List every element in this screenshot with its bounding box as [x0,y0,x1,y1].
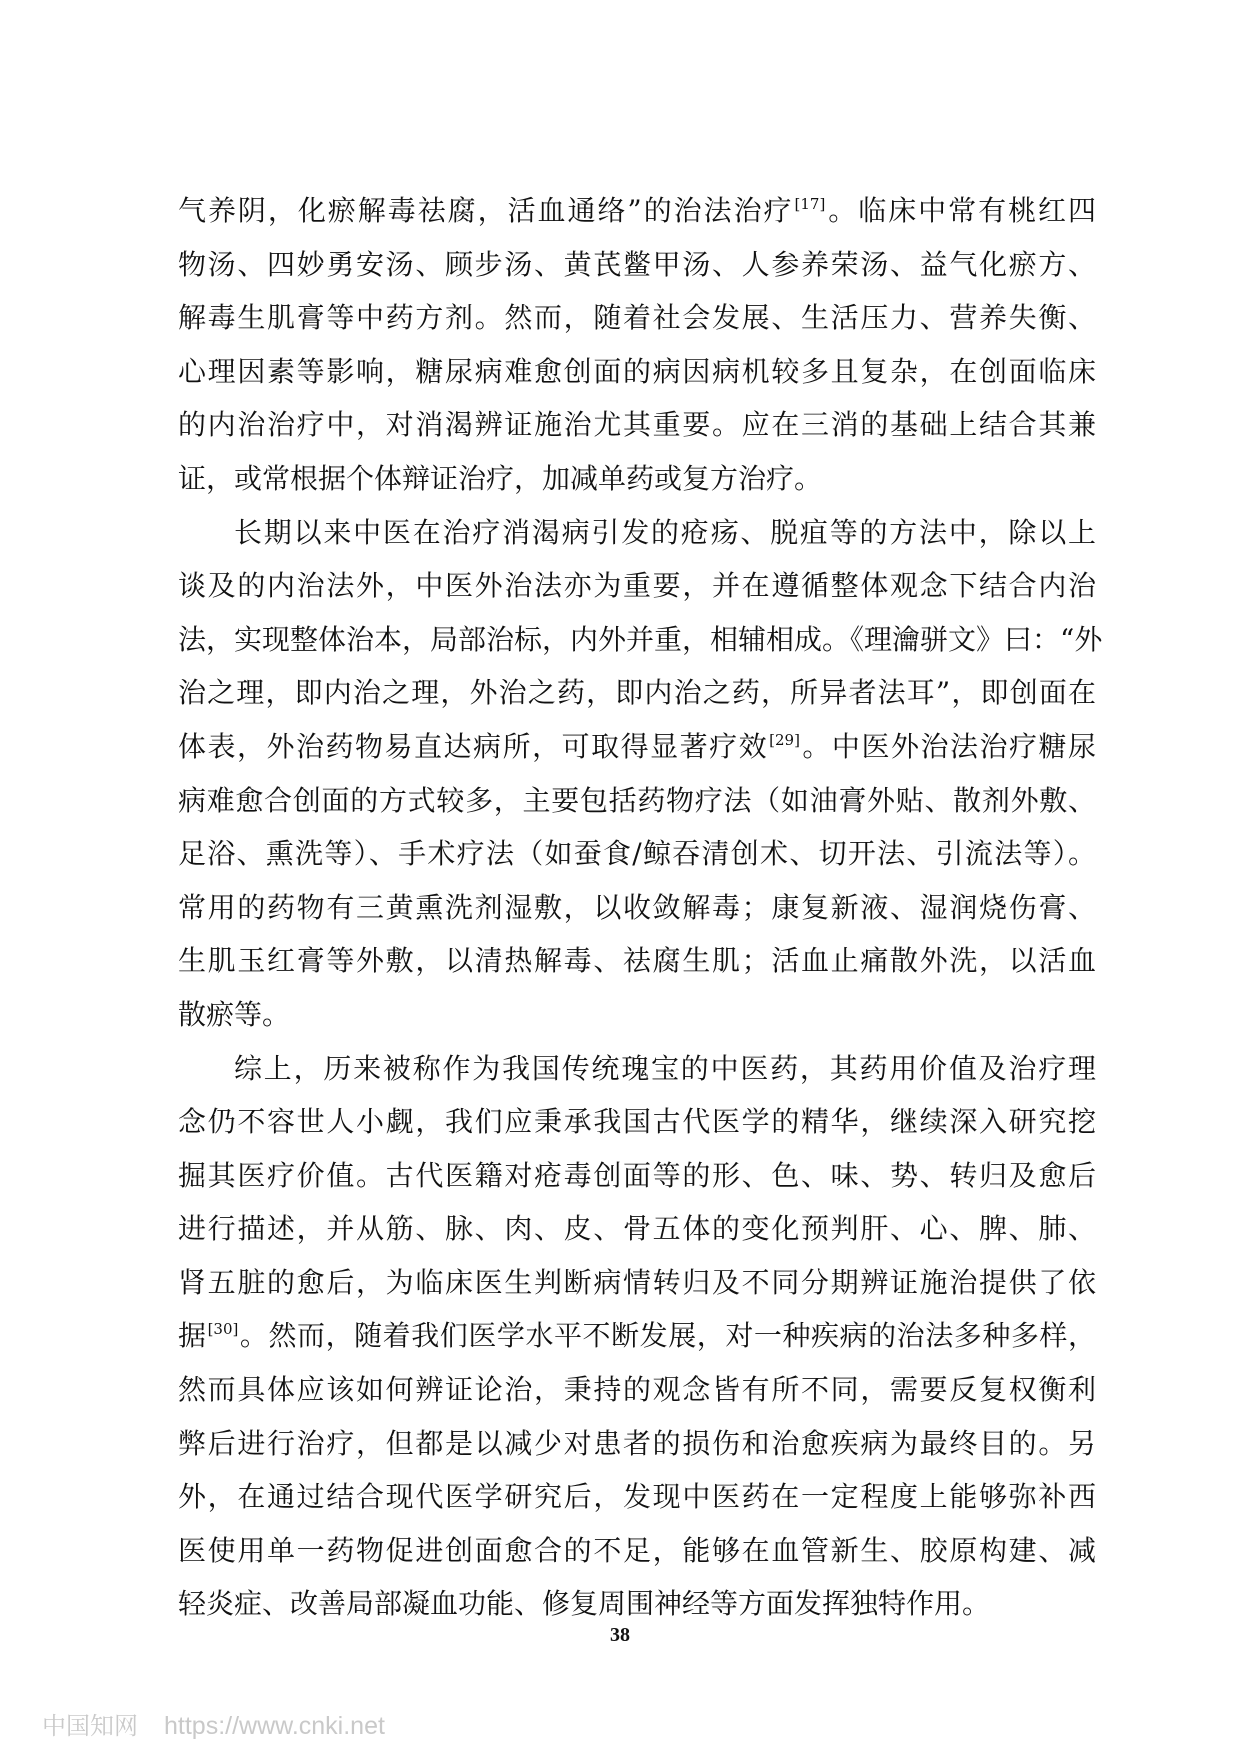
text-line: 治之理，即内治之理，外治之药，即内治之药，所异者法耳”，即创面在 [178,676,1096,710]
citation-30: [30] [207,1320,239,1339]
body-text [178,184,1103,1631]
text-line: 综上，历来被称作为我国传统瑰宝的中医药，其药用价值及治疗理 [234,1051,1096,1085]
text-line: 体表，外治药物易直达病所，可取得显著疗效[29]。中医外治法治疗糖尿 [178,729,1096,763]
text-line: 长期以来中医在治疗消渴病引发的疮疡、脱疽等的方法中，除以上 [234,515,1096,549]
text-line: 生肌玉红膏等外敷，以清热解毒、祛腐生肌；活血止痛散外洗，以活血 [178,944,1096,978]
text-line: 病难愈合创面的方式较多，主要包括药物疗法（如油膏外贴、散剂外敷、 [178,783,1096,817]
text-line: 医使用单一药物促进创面愈合的不足，能够在血管新生、胶原构建、减 [178,1533,1096,1567]
text-line: 心理因素等影响，糖尿病难愈创面的病因病机较多且复杂，在创面临床 [178,354,1096,388]
cnki-watermark [42,1706,385,1741]
text-line: 物汤、四妙勇安汤、顾步汤、黄芪鳖甲汤、人参养荣汤、益气化瘀方、 [178,247,1096,281]
text-line: 轻炎症、改善局部凝血功能、修复周围神经等方面发挥独特作用。 [178,1587,991,1621]
watermark-url: https://www.cnki.net [164,1712,385,1740]
text-line: 肾五脏的愈后，为临床医生判断病情转归及不同分期辨证施治提供了依 [178,1265,1096,1299]
text-line: 散瘀等。 [178,997,291,1031]
text-line: 弊后进行治疗，但都是以减少对患者的损伤和治愈疾病为最终目的。另 [178,1426,1096,1460]
page-number: 38 [610,1624,630,1646]
text-line: 掘其医疗价值。古代医籍对疮毒创面等的形、色、味、势、转归及愈后 [178,1158,1096,1192]
text-line: 谈及的内治法外，中医外治法亦为重要，并在遵循整体观念下结合内治 [178,569,1096,603]
text-line: 法，实现整体治本，局部治标，内外并重，相辅相成。《理瀹骈文》曰：“外 [178,622,1103,656]
citation-29: [29] [769,730,800,749]
text-line: 进行描述，并从筋、脉、肉、皮、骨五体的变化预判肝、心、脾、肺、 [178,1212,1096,1246]
text-line: 念仍不容世人小觑，我们应秉承我国古代医学的精华，继续深入研究挖 [178,1105,1096,1139]
text-line: 的内治治疗中，对消渴辨证施治尤其重要。应在三消的基础上结合其兼 [178,408,1096,442]
text-line: 外，在通过结合现代医学研究后，发现中医药在一定程度上能够弥补西 [178,1480,1096,1514]
text-line: 气养阴，化瘀解毒祛腐，活血通络”的治法治疗[17]。临床中常有桃红四 [178,194,1096,227]
citation-17: [17] [794,195,826,213]
text-line: 常用的药物有三黄熏洗剂湿敷，以收敛解毒；康复新液、湿润烧伤膏、 [178,890,1096,924]
text-line: 足浴、熏洗等）、手术疗法（如蚕食/鲸吞清创术、切开法、引流法等）。 [178,837,1096,871]
text-line: 据[30]。然而，随着我们医学水平不断发展，对一种疾病的治法多种多样， [178,1319,1096,1353]
text-line: 证，或常根据个体辩证治疗，加减单药或复方治疗。 [178,461,823,495]
text-line: 然而具体应该如何辨证论治，秉持的观念皆有所不同，需要反复权衡利 [178,1373,1096,1407]
text-line: 解毒生肌膏等中药方剂。然而，随着社会发展、生活压力、营养失衡、 [178,301,1096,335]
watermark-brand: 中国知网 [42,1712,138,1740]
